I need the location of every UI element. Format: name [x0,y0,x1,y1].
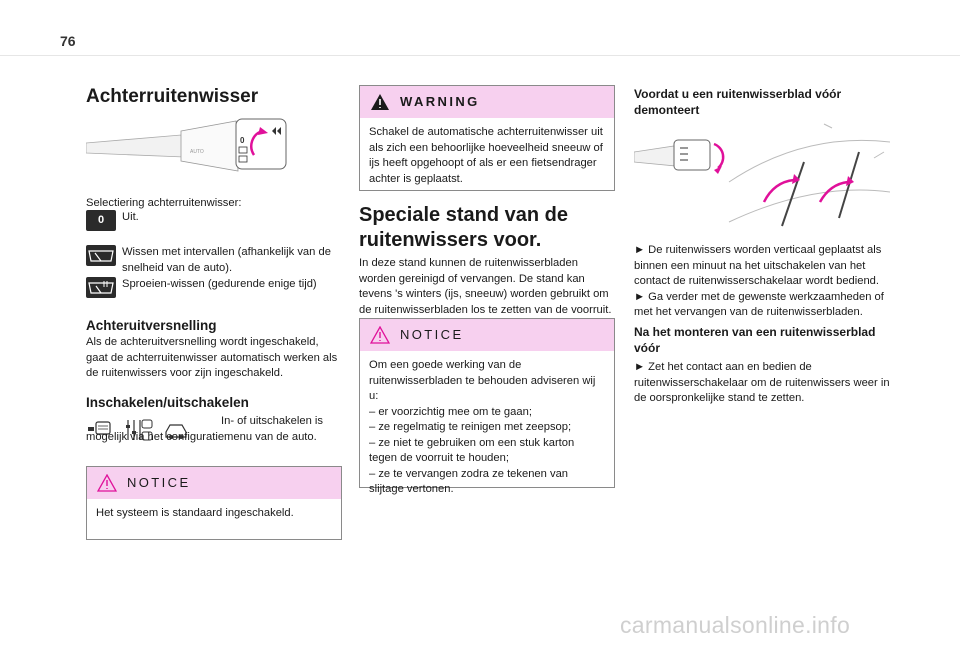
notice-box-system [86,466,342,540]
subtitle-toggle: Inschakelen/uitschakelen [86,395,249,410]
subtitle-before-removal: Voordat u een ruitenwisserblad vóór demonteert [634,87,842,117]
notice-text: Het systeem is standaard ingeschakeld. [96,507,294,519]
mode-text: Uit. [122,211,139,223]
toggle-text-flow: In- of uitschakelen is mogelijk via het configuratiemenu van de auto. [86,415,323,443]
notice-intro: Om een goede werking van de ruitenwisserbladen te behouden adviseren wij u: [369,359,596,402]
subtitle-after-mounting: Na het monteren van een ruitenwisserblad vóór [634,325,876,355]
reverse-text: Als de achteruitversnelling wordt ingeschakeld, gaat de achterruitenwisser automatisch werken als de ruitenwissers voor zijn ingeschakeld. [86,336,338,379]
selection-label: Selectiering achterruitenwisser: [86,197,242,209]
section-title-rear-wiper: Achterruitenwisser [86,86,259,107]
notice-item: – ze te vervangen zodra ze tekenen van slijtage vertonen. [369,467,569,495]
warning-label: WARNING [400,94,480,110]
notice-label: NOTICE [400,327,464,343]
notice-header [87,467,341,499]
svg-text:AUTO: AUTO [190,149,204,155]
mode-item-interval [86,245,342,276]
special-text: In deze stand kunnen de ruitenwisserbladen worden gereinigd of vervangen. De stand kan tevens 's winters (ijs, sneeuw) worden gebruikt om de ruitenwisserbladen los te zetten van de voorruit. [359,257,612,316]
notice-item: – ze niet te gebruiken om een stuk karton tegen de voorruit te houden; [369,436,575,464]
before-steps [634,243,890,321]
step-item: ► Zet het contact aan en bedien de ruitenwisserschakelaar om de ruitenwissers weer in de oorspronkelijke stand te zetten. [634,361,890,404]
step-item: ► Ga verder met de gewenste werkzaamheden of met het vervangen van de ruitenwisserbladen. [634,290,884,318]
notice-header [360,319,614,351]
section-title-special-position: Speciale stand van de ruitenwissers voor. [359,204,568,251]
notice-item: – er voorzichtig mee om te gaan; [369,405,532,418]
mode-item-wash [86,277,342,298]
warning-triangle-icon [370,326,390,344]
mode-text: Sproeien-wissen (gedurende enige tijd) [122,278,317,290]
front-wiper-service-illustration [634,122,890,234]
off-icon: 0 [86,210,116,231]
step-item: ► De ruitenwissers worden verticaal geplaatst als binnen een minuut na het uitschakelen van het contact de ruitenwisserschakelaar wordt bediend. [634,244,882,287]
mode-text: Wissen met intervallen (afhankelijk van de snelheid van de auto). [122,246,331,274]
warning-triangle-icon [97,474,117,492]
svg-text:0: 0 [240,136,245,145]
rear-wash-wipe-icon [86,277,116,298]
watermark: carmanualsonline.info [620,612,851,638]
rear-wiper-stalk-illustration [86,113,342,175]
page-number: 76 [60,33,76,49]
notice-item: – ze regelmatig te reinigen met zeepsop; [369,421,572,433]
notice-label: NOTICE [127,475,191,491]
warning-header [360,86,614,118]
warning-box [359,85,615,191]
notice-box-blades [359,318,615,495]
after-steps [634,360,890,407]
mode-list [86,210,342,290]
warning-text: Schakel de automatische achterruitenwisser uit als zich een behoorlijke hoeveelheid sneeuw of ijs heeft opgehoopt of als er een fietsendrager achter is geplaatst. [369,126,603,185]
mode-item-off [86,210,342,231]
warning-triangle-filled-icon [370,93,390,111]
header-rule [0,55,960,56]
rear-wiper-interval-icon [86,245,116,266]
subtitle-reverse: Achteruitversnelling [86,318,217,333]
notice-body [360,351,614,506]
